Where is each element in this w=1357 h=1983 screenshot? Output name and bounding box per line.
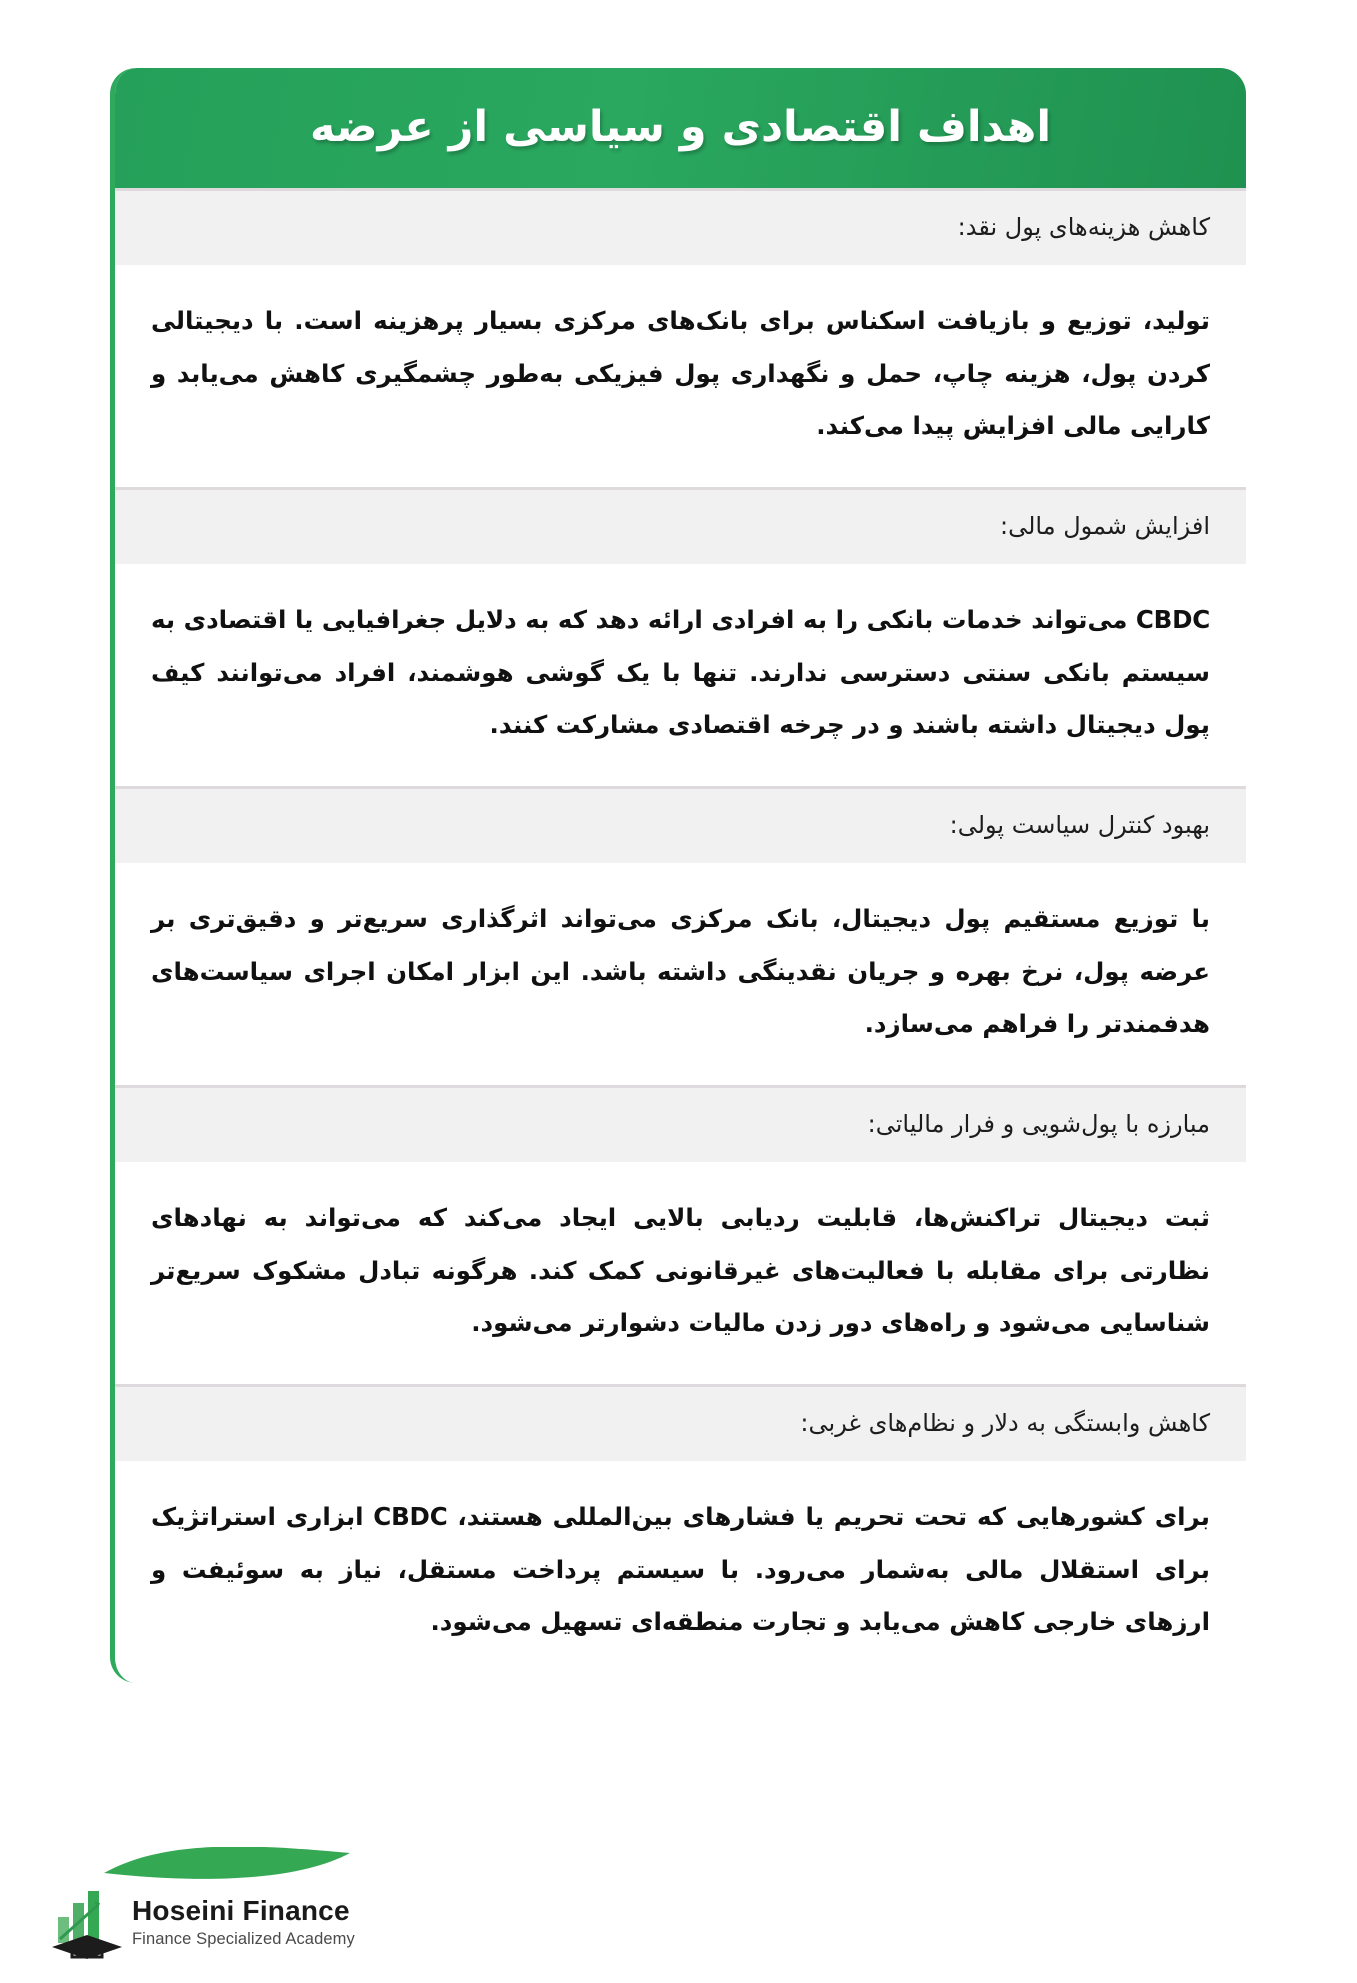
section-3-heading [115,786,1246,863]
section-2-body [115,564,1246,786]
section-2 [115,487,1246,786]
section-5 [115,1384,1246,1683]
section-1 [115,188,1246,487]
section-5-body [115,1461,1246,1683]
logo-title: Hoseini Finance [132,1895,350,1927]
section-2-heading [115,487,1246,564]
logo-subtitle: Finance Specialized Academy [132,1930,355,1948]
section-2-body-text: CBDC می‌تواند خدمات بانکی را به افرادی ارائه دهد که به دلایل جغرافیایی یا اقتصادی به سیستم بانکی سنتی دسترسی ندارند. تنها با یک گوشی هوشمند، افراد می‌توانند کیف پول دیجیتال داشته باشند و در چرخه اقتصادی مشارکت کنند. [151,605,1210,740]
footer-logo [44,1841,374,1961]
section-3-body-text: با توزیع مستقیم پول دیجیتال، بانک مرکزی می‌تواند اثرگذاری سریع‌تر و دقیق‌تری بر عرضه پول، نرخ بهره و جریان نقدینگی داشته باشد. این ابزار امکان اجرای سیاست‌های هدفمندتر را فراهم می‌سازد. [151,904,1210,1039]
section-1-body [115,265,1246,487]
section-4-body-text: ثبت دیجیتال تراکنش‌ها، قابلیت ردیابی بالایی ایجاد می‌کند که می‌تواند به نهادهای نظارتی برای مقابله با فعالیت‌های غیرقانونی کمک کند. هرگونه تبادل مشکوک سریع‌تر شناسایی می‌شود و راه‌های دور زدن مالیات دشوارتر می‌شود. [151,1203,1210,1338]
section-1-heading [115,188,1246,265]
section-4-body [115,1162,1246,1384]
section-4-heading [115,1085,1246,1162]
card-header [115,68,1246,188]
section-1-body-text: تولید، توزیع و بازیافت اسکناس برای بانک‌های مرکزی بسیار پرهزینه است. با دیجیتالی کردن پول، هزینه چاپ، حمل و نگهداری پول فیزیکی به‌طور چشمگیری کاهش می‌یابد و کارایی مالی افزایش پیدا می‌کند. [151,306,1210,441]
section-5-heading [115,1384,1246,1461]
section-1-heading-label: کاهش هزینه‌های پول نقد: [957,213,1210,241]
section-5-body-text: برای کشورهایی که تحت تحریم یا فشارهای بین‌المللی هستند، CBDC ابزاری استراتژیک برای استقلال مالی به‌شمار می‌رود. با سیستم پرداخت مستقل، نیاز به سوئیفت و ارزهای خارجی کاهش می‌یابد و تجارت منطقه‌ای تسهیل می‌شود. [151,1502,1210,1637]
section-3-body [115,863,1246,1085]
section-4-heading-label: مبارزه با پول‌شویی و فرار مالیاتی: [867,1110,1210,1139]
page-title: اهداف اقتصادی و سیاسی از عرضه [309,102,1052,153]
section-2-heading-label: افزایش شمول مالی: [1000,512,1210,541]
bar-chart-graduation-cap-icon [50,1883,124,1959]
content-card [110,68,1246,1683]
section-4 [115,1085,1246,1384]
section-3-heading-label: بهبود کنترل سیاست پولی: [949,811,1210,840]
green-swoosh-icon [102,1847,352,1887]
section-5-heading-label: کاهش وابستگی به دلار و نظام‌های غربی: [800,1409,1210,1438]
section-3 [115,786,1246,1085]
